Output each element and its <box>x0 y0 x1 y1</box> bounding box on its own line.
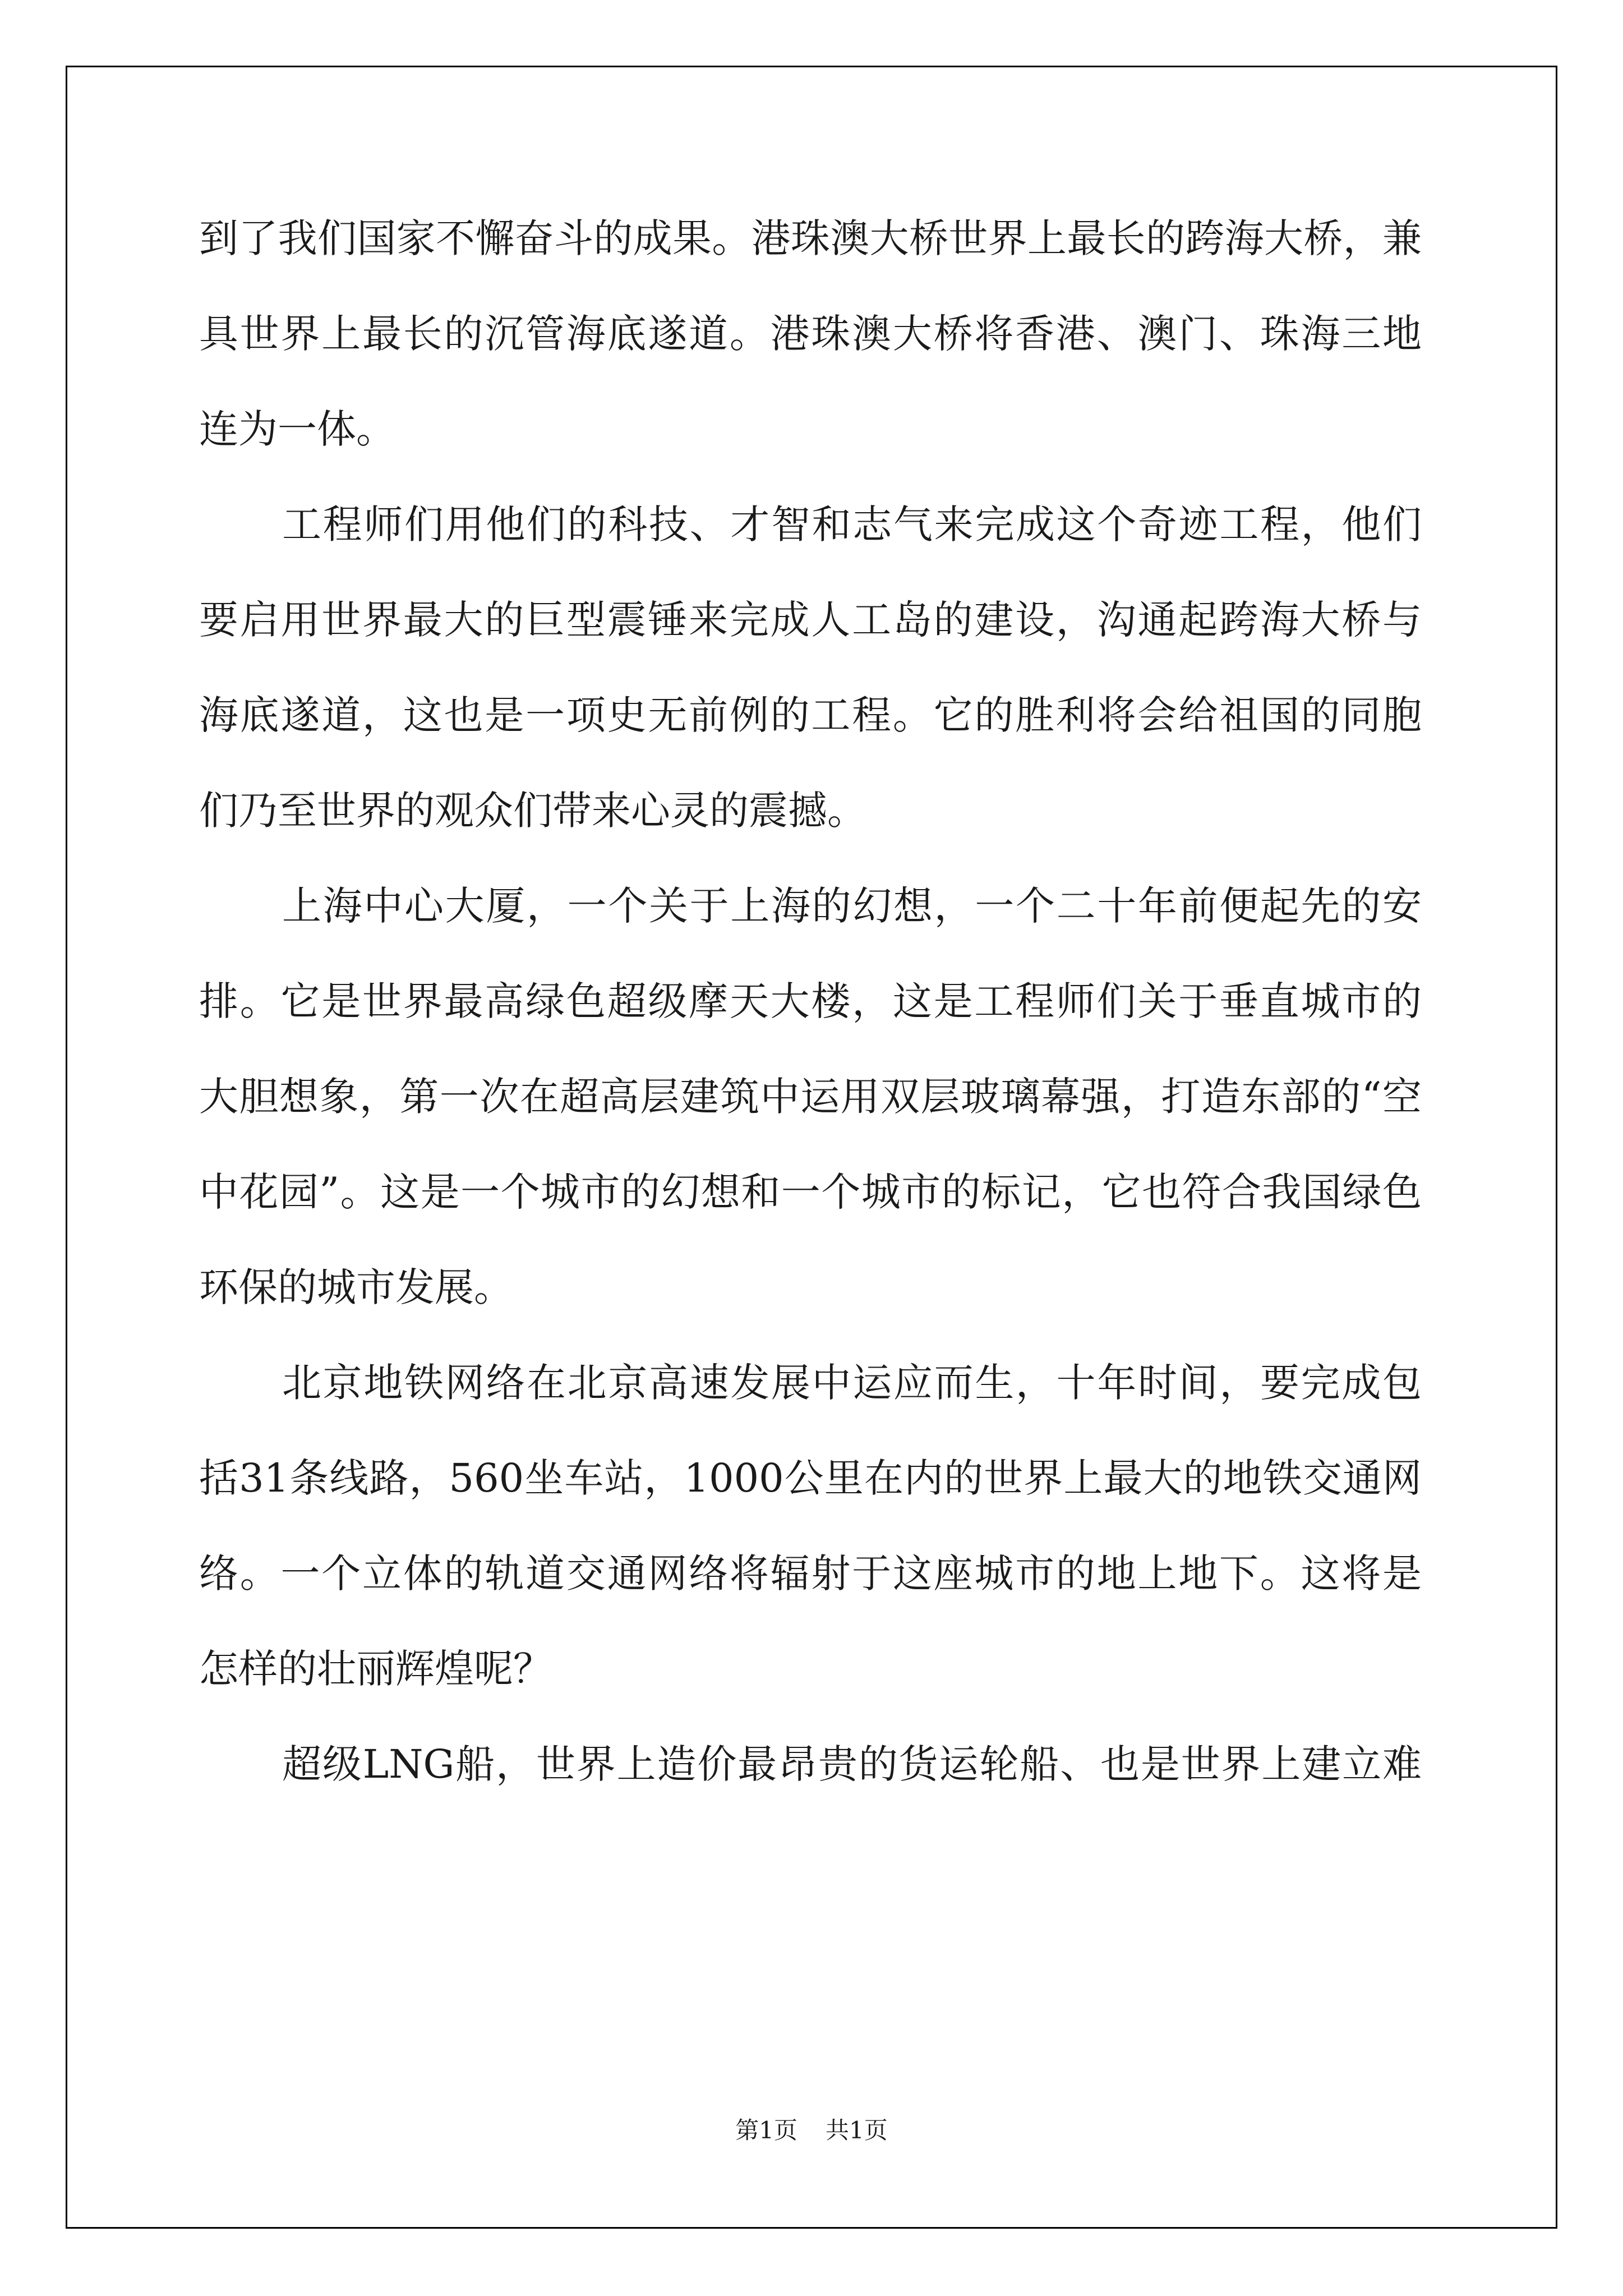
paragraph-first-line: 超级LNG船，世界上造价最昂贵的货运轮船、也是世界上建立难 <box>282 1741 1422 1787</box>
text-line: 括31条线路，560坐车站，1000公里在内的世界上最大的地铁交通网 <box>199 1455 1422 1501</box>
paragraph-first-line: 北京地铁网络在北京高速发展中运应而生，十年时间，要完成包 <box>282 1360 1422 1406</box>
text-line: 络。一个立体的轨道交通网络将辐射于这座城市的地上地下。这将是 <box>199 1550 1422 1596</box>
page-number-current: 第1页 <box>735 2116 797 2144</box>
text-line: 要启用世界最大的巨型震锤来完成人工岛的建设，沟通起跨海大桥与 <box>199 597 1422 643</box>
text-line: 大胆想象，第一次在超高层建筑中运用双层玻璃幕强，打造东部的“空 <box>199 1074 1422 1120</box>
page-footer <box>0 2114 1623 2147</box>
text-line: 怎样的壮丽辉煌呢？ <box>199 1646 552 1692</box>
text-line: 连为一体。 <box>199 406 395 452</box>
text-line: 们乃至世界的观众们带来心灵的震撼。 <box>199 788 866 834</box>
text-line: 到了我们国家不懈奋斗的成果。港珠澳大桥世界上最长的跨海大桥，兼 <box>199 215 1422 261</box>
text-line: 中花园”。这是一个城市的幻想和一个城市的标记，它也符合我国绿色 <box>199 1169 1422 1215</box>
page-number-total: 共1页 <box>826 2116 888 2144</box>
text-line: 海底遂道，这也是一项史无前例的工程。它的胜利将会给祖国的同胞 <box>199 692 1422 738</box>
text-line: 排。它是世界最高绿色超级摩天大楼，这是工程师们关于垂直城市的 <box>199 978 1422 1024</box>
text-line: 具世界上最长的沉管海底遂道。港珠澳大桥将香港、澳门、珠海三地 <box>199 311 1422 357</box>
paragraph-first-line: 工程师们用他们的科技、才智和志气来完成这个奇迹工程，他们 <box>282 501 1422 547</box>
document-body <box>199 208 1422 1829</box>
text-line: 环保的城市发展。 <box>199 1264 513 1310</box>
paragraph-first-line: 上海中心大厦，一个关于上海的幻想，一个二十年前便起先的安 <box>282 883 1422 929</box>
